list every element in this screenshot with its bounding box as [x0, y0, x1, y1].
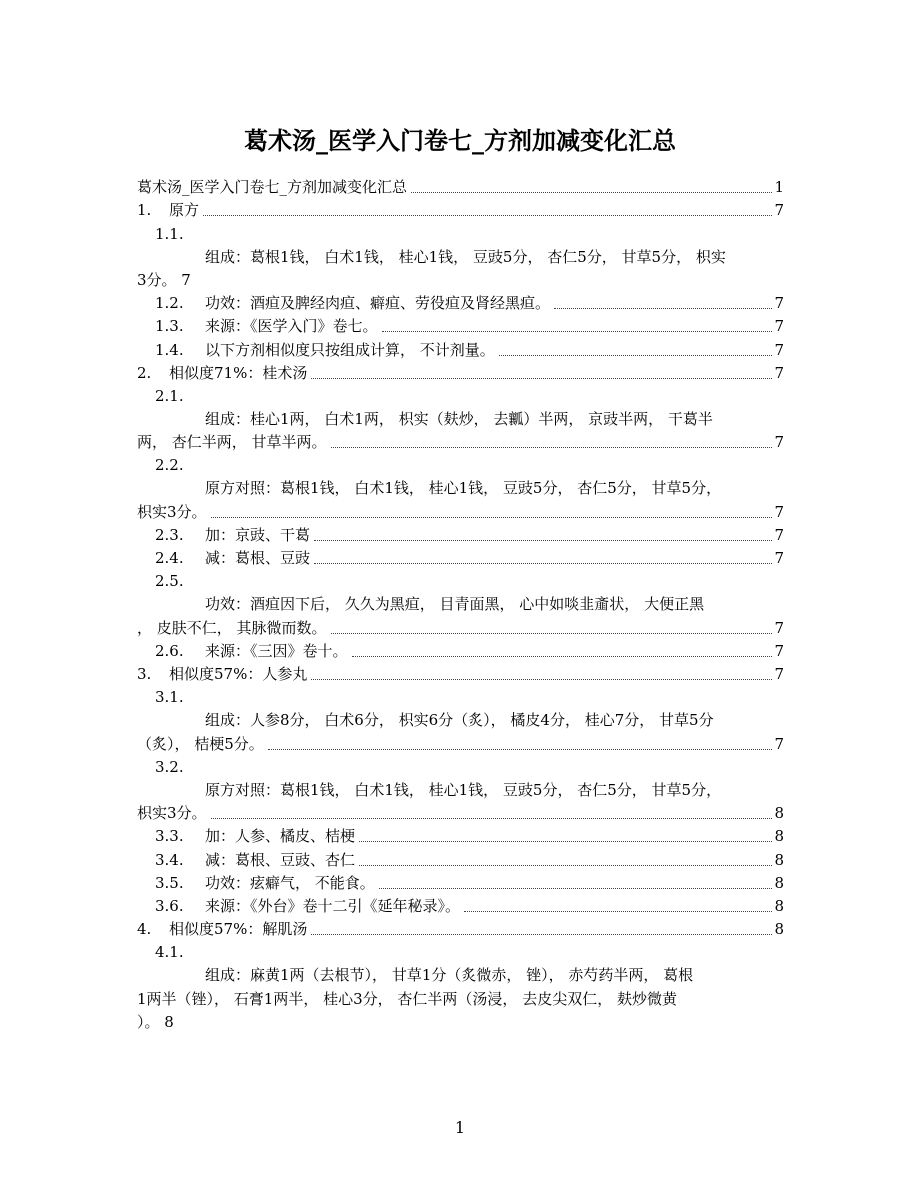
- toc-entry-3-2-line2[interactable]: [137, 802, 784, 825]
- toc-number: 2.2.: [155, 456, 184, 475]
- toc-label: （炙）， 桔梗5分。: [137, 734, 264, 753]
- toc-entry-4[interactable]: [137, 918, 784, 941]
- toc-label: 加：京豉、干葛: [205, 526, 311, 544]
- page-number: 1: [454, 1118, 466, 1137]
- toc-page: 7: [774, 665, 784, 684]
- toc-entry-2-6[interactable]: [137, 640, 784, 663]
- dot-leader: [211, 517, 773, 518]
- toc-number: 3.5.: [155, 873, 184, 892]
- toc-number: 2.4.: [155, 549, 184, 568]
- toc-entry-3-3[interactable]: [137, 825, 784, 848]
- toc-entry-3-4[interactable]: [137, 848, 784, 871]
- toc-entry-1-1-line1[interactable]: 组成：葛根1钱， 白术1钱， 桂心1钱， 豆豉5分， 杏仁5分， 甘草5分， 枳实: [205, 247, 726, 266]
- toc-label: 相似度71%：桂术汤: [169, 363, 308, 382]
- toc-entry-2-4[interactable]: [137, 547, 784, 570]
- toc-entry-2-5-line1[interactable]: 功效：酒疸因下后， 久久为黑疸， 目青面黑， 心中如啖韭齑状， 大便正黑: [205, 595, 705, 614]
- dot-leader: [359, 865, 772, 866]
- toc-entry-2-2-line2[interactable]: [137, 501, 784, 524]
- toc-page: 7: [774, 433, 784, 452]
- toc-entry-2-2-line1[interactable]: 原方对照：葛根1钱， 白术1钱， 桂心1钱， 豆豉5分， 杏仁5分， 甘草5分，: [205, 479, 722, 498]
- toc-entry-2-1-line2[interactable]: [137, 431, 784, 454]
- toc-page: 8: [774, 827, 784, 846]
- toc-label: 以下方剂相似度只按组成计算， 不计剂量。: [205, 340, 495, 359]
- toc-entry-2-1-line1[interactable]: 组成：桂心1两， 白术1两， 枳实（麸炒， 去瓤）半两， 京豉半两， 干葛半: [205, 409, 713, 428]
- toc-entry-4-1-number[interactable]: [137, 941, 784, 964]
- dot-leader: [211, 818, 773, 819]
- toc-entry-2-2-number[interactable]: [137, 454, 784, 477]
- toc-label: 功效：酒疸及脾经肉疸、癖疸、劳役疸及肾经黑疸。: [205, 294, 551, 313]
- dot-leader: [464, 911, 772, 912]
- toc-number: 3.1.: [155, 688, 184, 707]
- dot-leader: [311, 934, 772, 935]
- toc-number: 2.6.: [155, 641, 184, 660]
- toc-number: 4.: [137, 920, 152, 939]
- dot-leader: [311, 378, 772, 379]
- toc-page: 7: [774, 363, 784, 382]
- toc-page: 8: [774, 804, 784, 823]
- toc-number: 3.: [137, 665, 152, 684]
- toc-label: 两， 杏仁半两， 甘草半两。: [137, 433, 327, 452]
- toc-label: 相似度57%：人参丸: [169, 665, 308, 684]
- table-of-contents: [137, 176, 784, 1034]
- toc-entry-1-1-line2[interactable]: 3分。 7: [137, 270, 191, 289]
- toc-label: ， 皮肤不仁， 其脉微而数。: [137, 618, 327, 637]
- toc-number: 2.1.: [155, 386, 184, 405]
- toc-label: 枳实3分。: [137, 804, 207, 823]
- toc-page: 7: [774, 618, 784, 637]
- toc-number: 1.: [137, 201, 152, 220]
- toc-number: 4.1.: [155, 943, 184, 962]
- toc-entry-1-3[interactable]: [137, 315, 784, 338]
- toc-page: 7: [774, 502, 784, 521]
- toc-label: 原方: [169, 201, 200, 220]
- toc-number: 1.1.: [155, 224, 184, 243]
- toc-label: 减：葛根、豆豉: [205, 549, 311, 568]
- toc-entry-top[interactable]: [137, 176, 784, 199]
- toc-page: 7: [774, 734, 784, 753]
- toc-label: 功效：痃癖气， 不能食。: [205, 873, 375, 892]
- toc-entry-3-1-number[interactable]: [137, 686, 784, 709]
- toc-entry-4-1-line3[interactable]: ）。 8: [137, 1012, 174, 1031]
- toc-entry-2-5-number[interactable]: [137, 570, 784, 593]
- dot-leader: [352, 656, 773, 657]
- toc-page: 7: [774, 526, 784, 544]
- toc-page: 8: [774, 897, 784, 915]
- toc-page: 7: [774, 294, 784, 313]
- toc-entry-1-2[interactable]: [137, 292, 784, 315]
- toc-entry-3[interactable]: [137, 663, 784, 686]
- toc-label: 来源：《三因》卷十。: [205, 641, 348, 660]
- toc-number: 3.2.: [155, 757, 184, 776]
- toc-entry-4-1-line2[interactable]: 1两半（锉）， 石膏1两半， 桂心3分， 杏仁半两（汤浸， 去皮尖双仁， 麸炒微黄: [137, 989, 677, 1008]
- dot-leader: [268, 749, 773, 750]
- toc-label: 枳实3分。: [137, 502, 207, 521]
- dot-leader: [554, 308, 772, 309]
- toc-entry-3-5[interactable]: [137, 872, 784, 895]
- dot-leader: [314, 563, 772, 564]
- toc-page: 7: [774, 340, 784, 359]
- toc-page: 7: [774, 201, 784, 220]
- dot-leader: [499, 355, 773, 356]
- toc-number: 2.5.: [155, 572, 184, 591]
- dot-leader: [203, 215, 772, 216]
- dot-leader: [382, 331, 773, 332]
- toc-label: 加：人参、橘皮、桔梗: [205, 827, 356, 846]
- toc-label: 来源：《医学入门》卷七。: [205, 317, 378, 336]
- toc-number: 3.4.: [155, 850, 184, 869]
- toc-entry-3-1-line2[interactable]: [137, 733, 784, 756]
- toc-entry-1-4[interactable]: [137, 338, 784, 361]
- toc-entry-1-1-number[interactable]: [137, 222, 784, 245]
- document-title: 葛术汤_医学入门卷七_方剂加减变化汇总: [244, 126, 676, 155]
- toc-page: 8: [774, 920, 784, 939]
- toc-page: 8: [774, 850, 784, 869]
- toc-number: 1.2.: [155, 294, 184, 313]
- toc-entry-3-2-number[interactable]: [137, 756, 784, 779]
- toc-entry-3-6[interactable]: [137, 895, 784, 918]
- toc-entry-2[interactable]: [137, 362, 784, 385]
- toc-label: 减：葛根、豆豉、杏仁: [205, 850, 356, 869]
- toc-entry-4-1-line1[interactable]: 组成：麻黄1两（去根节）， 甘草1分（炙微赤， 锉）， 赤芍药半两， 葛根: [205, 966, 694, 985]
- toc-entry-2-1-number[interactable]: [137, 385, 784, 408]
- toc-page: 1: [774, 178, 784, 197]
- toc-number: 3.6.: [155, 897, 184, 915]
- dot-leader: [331, 633, 773, 634]
- toc-entry-2-5-line2[interactable]: [137, 617, 784, 640]
- toc-number: 1.3.: [155, 317, 184, 336]
- toc-number: 3.3.: [155, 827, 184, 846]
- toc-number: 1.4.: [155, 340, 184, 359]
- dot-leader: [379, 888, 773, 889]
- dot-leader: [314, 540, 772, 541]
- toc-page: 7: [774, 549, 784, 568]
- toc-entry-1[interactable]: [137, 199, 784, 222]
- toc-label: 来源：《外台》卷十二引《延年秘录》。: [205, 897, 461, 915]
- toc-page: 7: [774, 317, 784, 336]
- dot-leader: [331, 447, 773, 448]
- toc-entry-3-1-line1[interactable]: 组成：人参8分， 白术6分， 枳实6分（炙）， 橘皮4分， 桂心7分， 甘草5分: [205, 711, 714, 730]
- toc-number: 2.3.: [155, 526, 184, 544]
- toc-entry-2-3[interactable]: [137, 524, 784, 547]
- dot-leader: [311, 679, 772, 680]
- toc-page: 8: [774, 873, 784, 892]
- toc-page: 7: [774, 641, 784, 660]
- toc-number: 2.: [137, 363, 152, 382]
- dot-leader: [411, 192, 772, 193]
- toc-entry-3-2-line1[interactable]: 原方对照：葛根1钱， 白术1钱， 桂心1钱， 豆豉5分， 杏仁5分， 甘草5分，: [205, 780, 722, 799]
- toc-label: 葛术汤_医学入门卷七_方剂加减变化汇总: [137, 178, 408, 197]
- toc-label: 相似度57%：解肌汤: [169, 920, 308, 939]
- dot-leader: [359, 841, 772, 842]
